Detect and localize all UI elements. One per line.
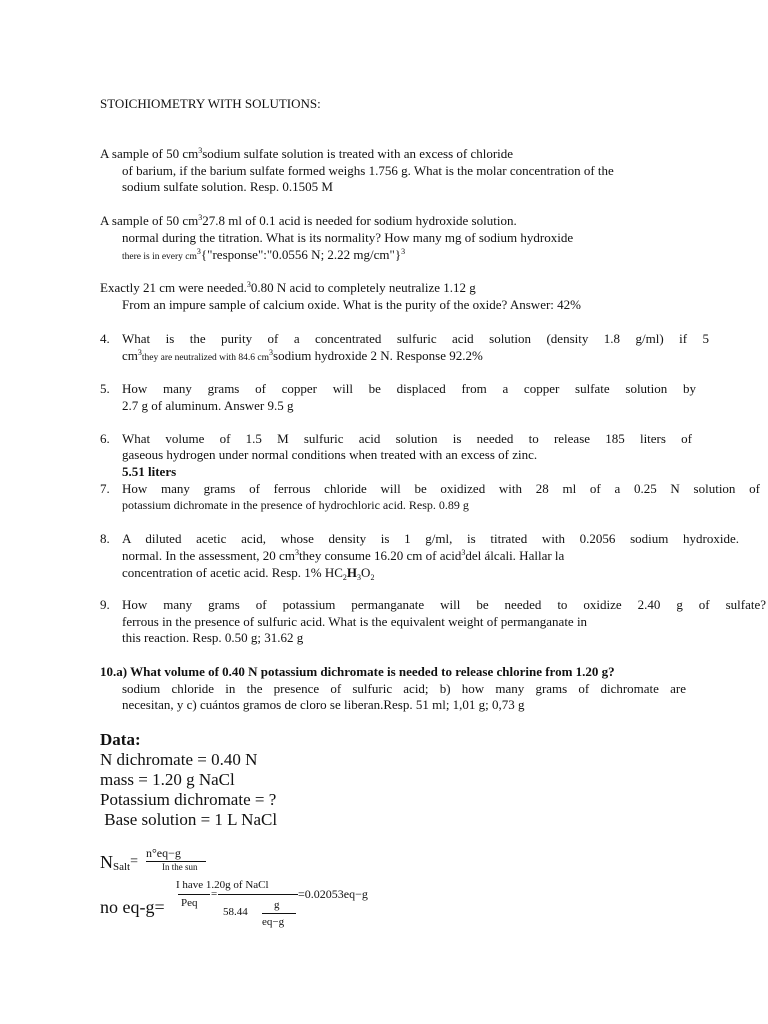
formula-2-lhs: no eq-g= [100, 897, 165, 917]
problem-2-response: {"response":"0.0556 N; 2.22 mg/cm"} [200, 247, 402, 262]
superscript: 3 [246, 280, 251, 289]
formula-1-numerator: n°eq−g [146, 846, 181, 860]
question-8-line-2 [122, 548, 564, 564]
data-line-4: Base solution = 1 L NaCl [100, 810, 278, 829]
data-line-3: Potassium dichromate = ? [100, 790, 277, 809]
formula-1-symbol: N [100, 852, 113, 872]
fraction-bar [178, 894, 210, 895]
superscript: 3 [401, 247, 406, 256]
superscript: 3 [196, 247, 201, 256]
question-4-line-2 [122, 348, 483, 366]
formula-2-result: =0.02053eq−g [298, 887, 368, 901]
superscript: 3 [137, 348, 142, 357]
q8-hydrogen: H [346, 565, 358, 580]
question-10-line-2: sodium chloride in the presence of sulfuric acid; b) how many grams of dichromate are [122, 681, 686, 696]
data-heading: Data: [100, 730, 141, 749]
formula-2-numerator: I have 1.20g of NaCl [176, 879, 269, 891]
question-7-line-2: potassium dichromate in the presence of hydrochloric acid. Resp. 0.89 g [122, 498, 469, 512]
question-number: 7. [100, 481, 110, 496]
problem-2-text-a: A sample of 50 cm [100, 213, 199, 228]
question-8-line-3 [122, 565, 374, 581]
question-number: 6. [100, 431, 110, 446]
question-6-answer: 5.51 liters [122, 464, 177, 479]
q8-text-c: del álcali. Hallar la [465, 548, 565, 563]
document-title: STOICHIOMETRY WITH SOLUTIONS: [100, 96, 321, 111]
data-line-2: mass = 1.20 g NaCl [100, 770, 235, 789]
superscript: 3 [294, 548, 299, 557]
question-9-line-3: this reaction. Resp. 0.50 g; 31.62 g [122, 630, 304, 645]
problem-1-line-2: of barium, if the barium sulfate formed weighs 1.756 g. What is the molar concentration of the [122, 163, 614, 178]
problem-3-text-a: Exactly 21 cm were needed. [100, 280, 247, 295]
problem-1-text-b: sodium sulfate solution is treated with an excess of chloride [202, 146, 514, 161]
question-6-line-2: gaseous hydrogen under normal conditions when treated with an excess of zinc. [122, 447, 538, 462]
formula-2-inner-denominator: eq−g [262, 916, 285, 928]
question-5-line-1: How many grams of copper will be displaced from a copper sulfate solution by [122, 381, 696, 396]
superscript: 3 [269, 348, 274, 357]
formula-2-equals: = [211, 888, 218, 900]
problem-1-line-3: sodium sulfate solution. Resp. 0.1505 M [122, 179, 333, 194]
problem-3-line-1 [100, 280, 476, 296]
formula-1-denominator: In the sun [162, 862, 198, 872]
data-line-1: N dichromate = 0.40 N [100, 750, 258, 769]
q8-text-a: normal. In the assessment, 20 cm [122, 548, 295, 563]
question-5-line-2: 2.7 g of aluminum. Answer 9.5 g [122, 398, 294, 413]
q4-text-a: cm [122, 348, 138, 363]
problem-2-text-small: there is in every cm [122, 252, 197, 262]
fraction-bar [262, 913, 296, 914]
problem-2-line-1 [100, 213, 517, 229]
superscript: 3 [461, 548, 466, 557]
question-6-line-1: What volume of 1.5 M sulfuric acid solution is needed to release 185 liters of [122, 431, 692, 446]
superscript: 3 [198, 213, 203, 222]
problem-1-line-1 [100, 146, 513, 162]
question-number: 8. [100, 531, 110, 546]
problem-2-text-b: 27.8 ml of 0.1 acid is needed for sodium hydroxide solution. [202, 213, 517, 228]
question-number: 4. [100, 331, 110, 346]
problem-3-text-b: 0.80 N acid to completely neutralize 1.12 g [250, 280, 476, 295]
formula-1-lhs [100, 852, 138, 873]
question-number: 9. [100, 597, 110, 612]
formula-2-molar-mass: 58.44 [223, 906, 248, 918]
question-4-line-1: What is the purity of a concentrated sulfuric acid solution (density 1.8 g/ml) if 5 [122, 331, 709, 346]
subscript: 2 [342, 573, 347, 582]
subscript: 2 [370, 573, 375, 582]
q4-text-small: they are neutralized with 84.6 cm [141, 353, 270, 363]
question-number: 5. [100, 381, 110, 396]
superscript: 3 [198, 146, 203, 155]
equals-sign: = [130, 854, 139, 869]
question-8-line-1: A diluted acetic acid, whose density is 1 g/ml, is titrated with 0.2056 sodium hydroxide. [122, 531, 739, 546]
subscript: 3 [357, 573, 362, 582]
question-10-line-1: 10.a) What volume of 0.40 N potassium dichromate is needed to release chlorine from 1.20 g? [100, 664, 615, 679]
question-9-line-2: ferrous in the presence of sulfuric acid. What is the equivalent weight of permanganate in [122, 614, 588, 629]
q8-oxygen: O [361, 565, 371, 580]
problem-3-line-2: From an impure sample of calcium oxide. What is the purity of the oxide? Answer: 42% [122, 297, 581, 312]
fraction-bar [218, 894, 298, 895]
problem-2-line-3 [122, 247, 405, 265]
q8-text-d: concentration of acetic acid. Resp. 1% HC [122, 565, 343, 580]
question-10-line-3: necesitan, y c) cuántos gramos de cloro se liberan.Resp. 51 ml; 1,01 g; 0,73 g [122, 697, 525, 712]
formula-1-subscript: Salt [113, 861, 131, 873]
formula-2-denominator: Peq [181, 897, 198, 909]
question-9-line-1: How many grams of potassium permanganate will be needed to oxidize 2.40 g of sulfate? [122, 597, 766, 612]
question-7-line-1: How many grams of ferrous chloride will be oxidized with 28 ml of a 0.25 N solution of [122, 481, 760, 496]
formula-2-inner-numerator: g [274, 899, 280, 911]
problem-1-text-a: A sample of 50 cm [100, 146, 199, 161]
q4-text-c: sodium hydroxide 2 N. Response 92.2% [273, 348, 483, 363]
problem-2-line-2: normal during the titration. What is its normality? How many mg of sodium hydroxide [122, 230, 574, 245]
q8-text-b: they consume 16.20 cm of acid [298, 548, 462, 563]
